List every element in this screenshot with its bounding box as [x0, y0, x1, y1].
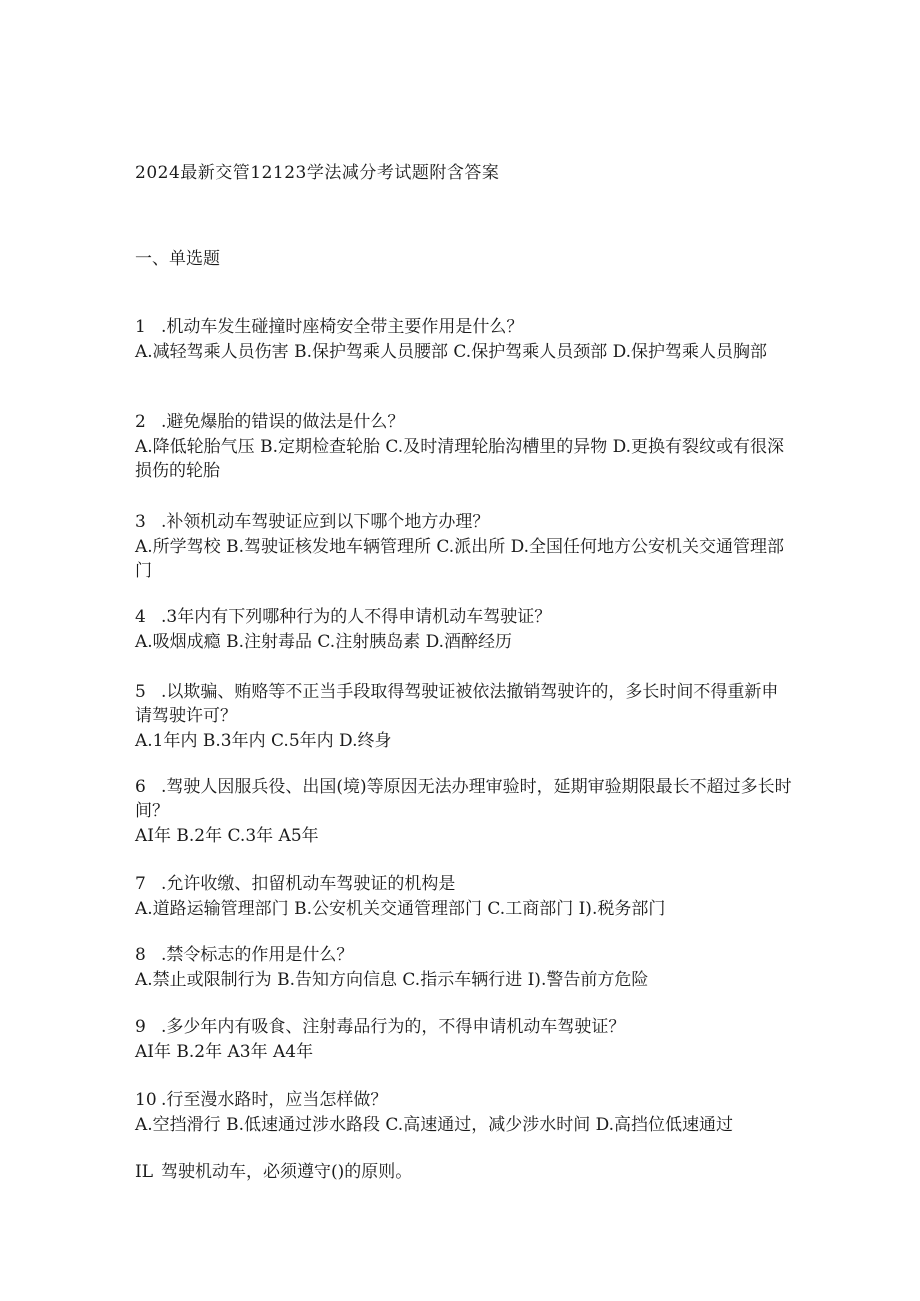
question-11 [135, 1160, 795, 1184]
question-options: A.空挡滑行 B.低速通过涉水路段 C.高速通过，减少涉水时间 D.高挡位低速通过 [135, 1115, 734, 1135]
question-text: 驾驶机动车，必须遵守()的原则。 [161, 1162, 413, 1182]
question-text: .多少年内有吸食、注射毒品行为的，不得申请机动车驾驶证？ [161, 1017, 626, 1037]
question-number: 9 [135, 1017, 146, 1037]
question-number: 10 [135, 1090, 157, 1110]
question-stem [135, 1088, 795, 1112]
question-1 [135, 315, 795, 364]
question-stem [135, 315, 795, 339]
question-options: A.禁止或限制行为 B.告知方向信息 C.指示车辆行进 I).警告前方危险 [135, 970, 649, 990]
question-4 [135, 605, 795, 654]
question-text: .驾驶人因服兵役、出国(境)等原因无法办理审验时，延期审验期限最长不超过多长时间？ [135, 777, 792, 821]
question-text: .机动车发生碰撞时座椅安全带主要作用是什么？ [161, 317, 524, 337]
question-options: A.减轻驾乘人员伤害 B.保护驾乘人员腰部 C.保护驾乘人员颈部 D.保护驾乘人员胸部 [135, 342, 768, 362]
question-options: A.1年内 B.3年内 C.5年内 D.终身 [135, 731, 392, 751]
question-options: A.降低轮胎气压 B.定期检查轮胎 C.及时清理轮胎沟槽里的异物 D.更换有裂纹或有很深损伤的轮胎 [135, 437, 785, 481]
question-number: 8 [135, 945, 146, 965]
section-heading: 一、单选题 [135, 249, 220, 269]
question-text: .禁令标志的作用是什么？ [161, 945, 354, 965]
question-stem [135, 510, 795, 534]
question-number: 1 [135, 317, 146, 337]
question-number: 7 [135, 874, 146, 894]
question-text: .补领机动车驾驶证应到以下哪个地方办理？ [161, 512, 490, 532]
question-text: .以欺骗、贿赂等不正当手段取得驾驶证被依法撤销驾驶许的，多长时间不得重新申请驾驶许可？ [135, 682, 779, 726]
question-options: A.所学驾校 B.驾驶证核发地车辆管理所 C.派出所 D.全国任何地方公安机关交通管理部门 [135, 537, 785, 581]
question-options: A.吸烟成瘾 B.注射毒品 C.注射胰岛素 D.酒醉经历 [135, 632, 513, 652]
question-text: .3年内有下列哪种行为的人不得申请机动车驾驶证？ [161, 607, 552, 627]
question-stem [135, 680, 795, 728]
question-number: 5 [135, 682, 146, 702]
question-number: 4 [135, 607, 146, 627]
question-stem [135, 1015, 795, 1039]
question-options: AI年 B.2年 C.3年 A5年 [135, 826, 319, 846]
question-number: 2 [135, 412, 146, 432]
question-7 [135, 872, 795, 921]
question-9 [135, 1015, 795, 1064]
question-10 [135, 1088, 795, 1137]
question-5 [135, 680, 795, 753]
question-stem [135, 1160, 795, 1184]
question-8 [135, 943, 795, 992]
question-stem [135, 943, 795, 967]
question-3 [135, 510, 795, 583]
question-text: .允许收缴、扣留机动车驾驶证的机构是 [161, 874, 456, 894]
question-number: IL [135, 1162, 154, 1182]
question-options: A.道路运输管理部门 B.公安机关交通管理部门 C.工商部门 I).税务部门 [135, 899, 666, 919]
question-6 [135, 775, 795, 848]
question-stem [135, 775, 795, 823]
question-stem [135, 410, 795, 434]
question-number: 6 [135, 777, 146, 797]
question-2 [135, 410, 795, 483]
document-title: 2024最新交管12123学法减分考试题附含答案 [135, 163, 500, 183]
question-options: AI年 B.2年 A3年 A4年 [135, 1042, 314, 1062]
question-stem [135, 605, 795, 629]
question-text: .行至漫水路时，应当怎样做？ [161, 1090, 388, 1110]
question-stem [135, 872, 795, 896]
question-text: .避免爆胎的错误的做法是什么？ [161, 412, 405, 432]
question-number: 3 [135, 512, 146, 532]
